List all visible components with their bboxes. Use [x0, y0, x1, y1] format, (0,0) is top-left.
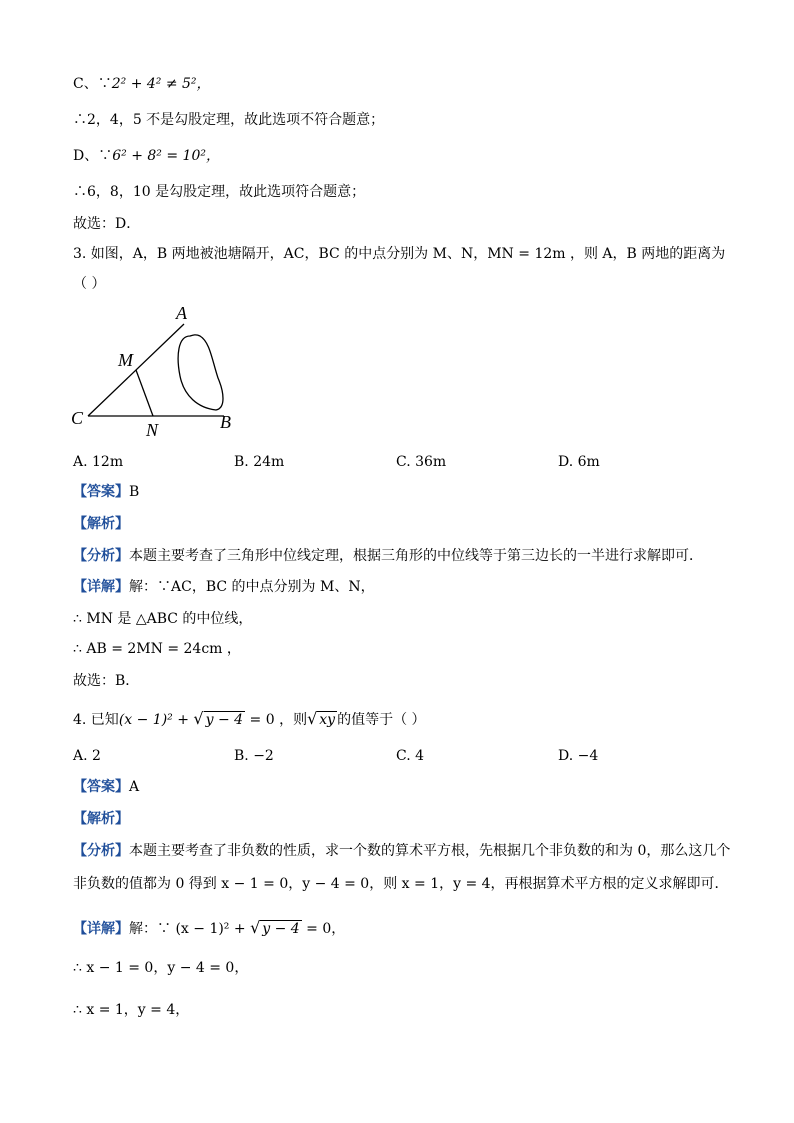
q3-choose: 故选：B．	[73, 673, 140, 689]
q4-option-a: A. 2	[73, 748, 101, 764]
option-d-label: D、∵	[73, 148, 113, 164]
option-c-label: C、∵	[73, 76, 112, 92]
label-m: M	[118, 350, 133, 370]
radical-icon: √	[250, 918, 261, 937]
radical-icon: √	[193, 709, 204, 728]
q4-stem-suffix: 的值等于（ ）	[337, 712, 426, 728]
q4-stem-radicand-xy: xy	[319, 712, 336, 728]
q4-answer	[73, 777, 139, 797]
detail-text-end: = 0，	[301, 921, 346, 937]
answer-tag: 【答案】	[73, 484, 129, 500]
q3-analysis-tag	[73, 514, 129, 534]
q4-option-d: D. −4	[558, 748, 599, 764]
answer-tag: 【答案】	[73, 779, 129, 795]
fenxi-tag: 【分析】	[73, 548, 129, 564]
detail-text: 解：∵ (x − 1)² +	[129, 921, 251, 937]
answer-value: A	[129, 779, 140, 795]
q3-option-b: B. 24m	[234, 454, 285, 470]
analysis-tag: 【解析】	[73, 811, 129, 827]
q4-analysis-tag	[73, 809, 129, 829]
detail-text: 解：∵AC，BC 的中点分别为 M、N，	[129, 579, 375, 595]
fenxi-tag: 【分析】	[73, 843, 129, 859]
choose-d: 故选：D．	[73, 216, 141, 232]
q4-fenxi-line2: 非负数的值都为 0 得到 x − 1 = 0，y − 4 = 0，则 x = 1，y = 4，再根据算术平方根的定义求解即可．	[73, 876, 729, 892]
option-c-result: ∴2，4，5 不是勾股定理，故此选项不符合题意；	[73, 112, 385, 128]
q3-fenxi	[73, 546, 703, 566]
q4-fenxi-line1	[73, 841, 730, 861]
label-n: N	[146, 420, 159, 440]
q3-stem-line2: （ ）	[73, 276, 106, 292]
q4-stem	[73, 709, 426, 730]
q3-detail-1	[73, 577, 375, 597]
q3-option-c: C. 36m	[396, 454, 447, 470]
option-d-result: ∴6，8，10 是勾股定理，故此选项符合题意；	[73, 184, 366, 200]
detail-tag: 【详解】	[73, 579, 129, 595]
analysis-tag: 【解析】	[73, 516, 129, 532]
option-c-reasoning	[73, 74, 211, 94]
radical-icon: √	[307, 709, 318, 728]
q4-detail-3: ∴ x = 1，y = 4，	[73, 1002, 190, 1018]
segment-mn	[136, 370, 153, 416]
q3-triangle-figure	[66, 300, 246, 440]
label-c: C	[71, 408, 84, 428]
fenxi-text: 本题主要考查了非负数的性质，求一个数的算术平方根，先根据几个非负数的和为 0，那么这几个	[129, 843, 731, 859]
q3-option-a: A. 12m	[73, 454, 124, 470]
q4-stem-prefix: 4. 已知	[73, 712, 119, 728]
detail-radicand: y − 4	[262, 921, 300, 937]
option-d-reasoning	[73, 146, 220, 166]
answer-value: B	[129, 484, 140, 500]
label-a: A	[176, 303, 187, 323]
option-c-formula: 2² + 4² ≠ 5²，	[111, 76, 211, 92]
q3-detail-2: ∴ MN 是 △ABC 的中位线，	[73, 611, 253, 627]
q3-stem-line1: 3. 如图，A，B 两地被池塘隔开，AC，BC 的中点分别为 M、N，MN = 12m ，则 A，B 两地的距离为	[73, 246, 726, 262]
q4-option-c: C. 4	[396, 748, 425, 764]
q4-detail-1	[73, 918, 345, 939]
q3-detail-3: ∴ AB = 2MN = 24cm ，	[73, 641, 241, 657]
q4-stem-mid: = 0 ，则	[245, 712, 308, 728]
pond-outline	[178, 335, 223, 410]
q3-option-d: D. 6m	[558, 454, 600, 470]
q4-option-b: B. −2	[234, 748, 274, 764]
q4-stem-radicand: y − 4	[205, 712, 244, 728]
option-d-formula: 6² + 8² = 10²，	[112, 148, 220, 164]
q4-stem-expr: (x − 1)² +	[118, 712, 194, 728]
detail-tag: 【详解】	[73, 921, 129, 937]
q4-detail-2: ∴ x − 1 = 0，y − 4 = 0，	[73, 960, 249, 976]
fenxi-text: 本题主要考查了三角形中位线定理，根据三角形的中位线等于第三边长的一半进行求解即可．	[129, 548, 703, 564]
label-b: B	[220, 412, 231, 432]
q3-answer	[73, 482, 139, 502]
